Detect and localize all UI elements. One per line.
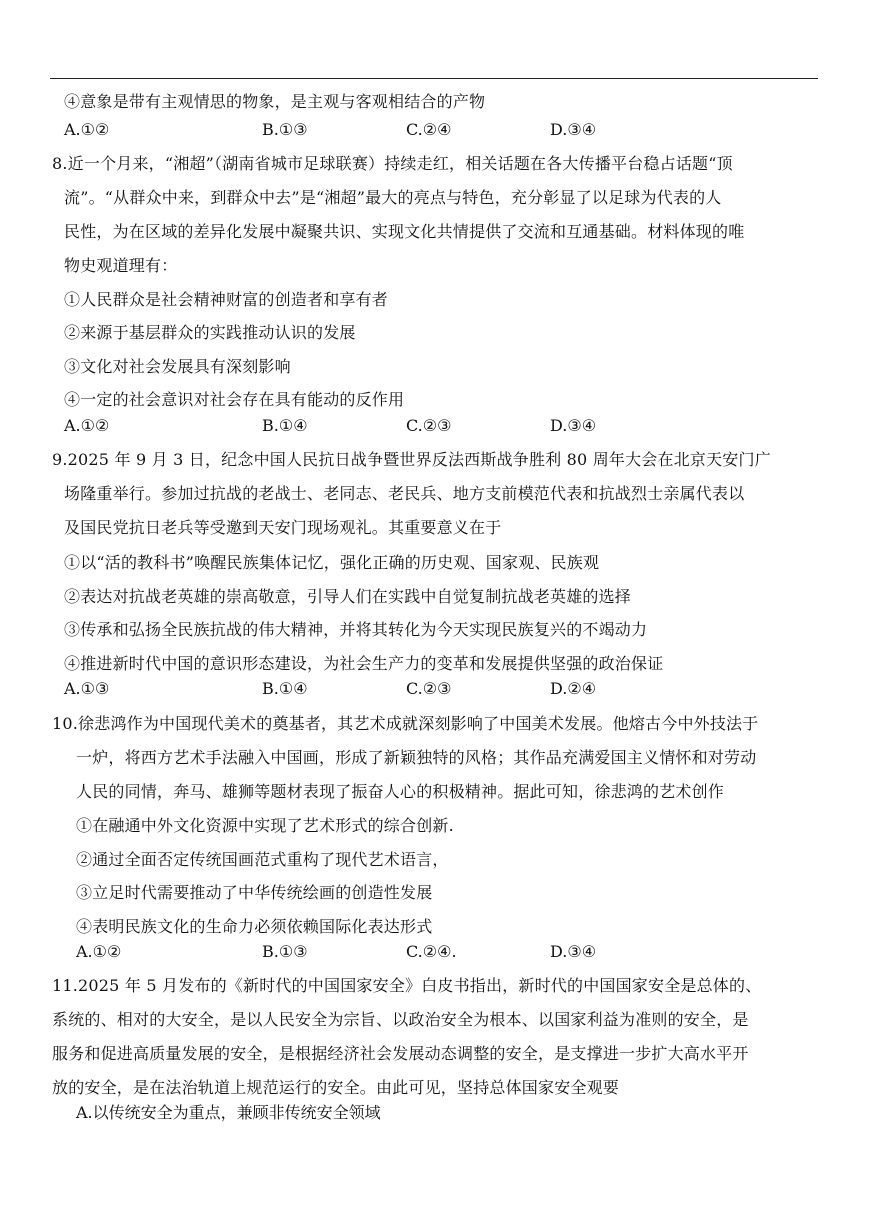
q9-statement-2: ②表达对抗战老英雄的崇高敬意，引导人们在实践中自觉复制抗战老英雄的选择 <box>64 587 632 606</box>
q8-statement-1: ①人民群众是社会精神财富的创造者和享有者 <box>64 290 389 309</box>
q7-option-c[interactable]: C.②④ <box>406 120 452 139</box>
header-rule <box>50 78 818 79</box>
q8-statement-2: ②来源于基层群众的实践推动认识的发展 <box>64 323 356 342</box>
q9-stem-line-1: 9.2025 年 9 月 3 日，纪念中国人民抗日战争暨世界反法西斯战争胜利 80 周年大会在北京天安门广 <box>52 450 771 469</box>
q9-option-a[interactable]: A.①③ <box>64 679 110 698</box>
q10-statement-3: ③立足时代需要推动了中华传统绘画的创造性发展 <box>76 883 433 902</box>
q10-stem-line-2: 一炉，将西方艺术手法融入中国画，形成了新颖独特的风格；其作品充满爱国主义情怀和对劳动 <box>76 748 757 767</box>
q9-option-c[interactable]: C.②③ <box>406 679 452 698</box>
q9-stem-line-2: 场隆重举行。参加过抗战的老战士、老同志、老民兵、地方支前模范代表和抗战烈士亲属代表以 <box>64 484 745 503</box>
q10-option-d[interactable]: D.③④ <box>550 942 597 961</box>
q9-option-b[interactable]: B.①④ <box>262 679 308 698</box>
q10-statement-4: ④表明民族文化的生命力必须依赖国际化表达形式 <box>76 917 433 936</box>
q8-statement-4: ④一定的社会意识对社会存在具有能动的反作用 <box>64 390 405 409</box>
q10-stem-line-1: 10.徐悲鸿作为中国现代美术的奠基者，其艺术成就深刻影响了中国美术发展。他熔古今中外技法于 <box>52 714 759 733</box>
q8-stem-line-3: 民性，为在区域的差异化发展中凝聚共识、实现文化共情提供了交流和互通基础。材料体现的唯 <box>64 222 745 241</box>
q7-option-a[interactable]: A.①② <box>64 120 110 139</box>
q11-stem-line-2: 系统的、相对的大安全，是以人民安全为宗旨、以政治安全为根本、以国家利益为准则的安全，是 <box>52 1010 749 1029</box>
q8-stem-line-2: 流”。“从群众中来，到群众中去”是“湘超”最大的亮点与特色，充分彰显了以足球为代表的人 <box>64 188 722 207</box>
q10-option-b[interactable]: B.①③ <box>262 942 308 961</box>
q9-statement-4: ④推进新时代中国的意识形态建设，为社会生产力的变革和发展提供坚强的政治保证 <box>64 654 664 673</box>
q9-stem-line-3: 及国民党抗日老兵等受邀到天安门现场观礼。其重要意义在于 <box>64 518 502 537</box>
q11-stem-line-3: 服务和促进高质量发展的安全，是根据经济社会发展动态调整的安全，是支撑进一步扩大高水平开 <box>52 1044 749 1063</box>
q7-option-b[interactable]: B.①③ <box>262 120 308 139</box>
q9-option-d[interactable]: D.②④ <box>550 679 597 698</box>
q8-option-a[interactable]: A.①② <box>64 416 110 435</box>
q8-option-c[interactable]: C.②③ <box>406 416 452 435</box>
q8-statement-3: ③文化对社会发展具有深刻影响 <box>64 357 291 376</box>
q10-option-a[interactable]: A.①② <box>76 942 122 961</box>
q8-stem-line-1: 8.近一个月来，“湘超”（湖南省城市足球联赛）持续走红，相关话题在各大传播平台稳占话题“顶 <box>52 154 733 173</box>
q11-stem-line-4: 放的安全，是在法治轨道上规范运行的安全。由此可见，坚持总体国家安全观要 <box>52 1078 620 1097</box>
q11-stem-line-1: 11.2025 年 5 月发布的《新时代的中国国家安全》白皮书指出，新时代的中国国家安全是总体的、 <box>52 976 762 995</box>
q11-option-a[interactable]: A.以传统安全为重点，兼顾非传统安全领域 <box>76 1103 381 1122</box>
q10-statement-2: ②通过全面否定传统国画范式重构了现代艺术语言， <box>76 850 449 869</box>
q7-option-d[interactable]: D.③④ <box>550 120 597 139</box>
q8-option-b[interactable]: B.①④ <box>262 416 308 435</box>
q10-statement-1: ①在融通中外文化资源中实现了艺术形式的综合创新. <box>76 816 454 835</box>
q9-statement-1: ①以“活的教科书”唤醒民族集体记忆，强化正确的历史观、国家观、民族观 <box>64 553 600 572</box>
q10-stem-line-3: 人民的同情，奔马、雄狮等题材表现了振奋人心的积极精神。据此可知，徐悲鸿的艺术创作 <box>76 782 725 801</box>
q8-stem-line-4: 物史观道理有： <box>64 256 178 275</box>
q9-statement-3: ③传承和弘扬全民族抗战的伟大精神，并将其转化为今天实现民族复兴的不竭动力 <box>64 620 648 639</box>
q8-option-d[interactable]: D.③④ <box>550 416 597 435</box>
q10-option-c[interactable]: C.②④. <box>406 942 457 961</box>
q7-statement-4: ④意象是带有主观情思的物象，是主观与客观相结合的产物 <box>64 92 486 111</box>
